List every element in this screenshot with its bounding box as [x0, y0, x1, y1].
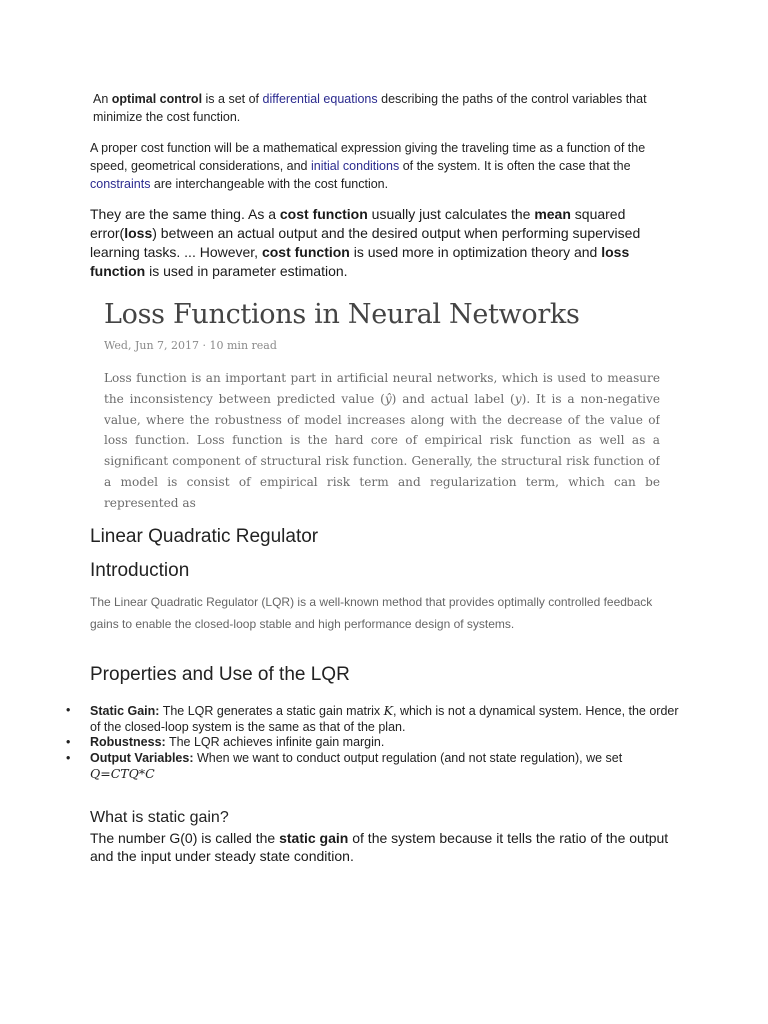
introduction-text: The Linear Quadratic Regulator (LQR) is a well-known method that provides optimally controlled feedback gains to enable the closed-loop stable and high performance design of systems. [90, 595, 653, 631]
list-item: • Output Variables: When we want to conduct output regulation (and not state regulation), we set Q=CTQ*C [66, 750, 623, 781]
bullet: • [66, 750, 71, 765]
optimal-control-term: optimal control [111, 92, 203, 106]
list-item: • Static Gain: The LQR generates a static gain matrix K, which is not a dynamical system. Hence, the order of the closed-loop system is the same as that of the plan. [66, 703, 679, 734]
differential-equations-link[interactable]: differential equations [262, 92, 378, 106]
static-gain-heading: What is static gain? [90, 808, 229, 826]
gain-matrix-symbol: K [383, 703, 393, 718]
optimal-control-paragraph: An optimal control is a set of differential equations describing the paths of the control variables that minimize the cost function. [93, 92, 647, 124]
properties-list [66, 703, 680, 783]
article-body: Loss function is an important part in artificial neural networks, which is used to measure the inconsistency between predicted value (ŷ) and actual label (y). It is a non-negative value, where the robustness of model increases along with the decrease of the value of loss function. Loss function is the hard core of empirical risk function as well as a significant component of structural risk function. Generally, the structural risk function of a model is consist of empirical risk term and regularization term, which can be represented as [104, 371, 660, 510]
cost-function-paragraph: A proper cost function will be a mathematical expression giving the traveling time as a function of the speed, geometrical considerations, and initial conditions of the system. It is often the case that the constraints are interchangeable with the cost function. [90, 141, 646, 191]
constraints-link[interactable]: constraints [90, 177, 151, 191]
document-page [66, 90, 680, 865]
lqr-heading: Linear Quadratic Regulator [90, 526, 319, 547]
list-item: • Robustness: The LQR achieves infinite gain margin. [66, 735, 385, 749]
article-title: Loss Functions in Neural Networks [104, 299, 580, 330]
introduction-heading: Introduction [90, 560, 190, 581]
article-meta: Wed, Jun 7, 2017 · 10 min read [104, 339, 277, 352]
y-hat-symbol: ŷ [384, 391, 392, 406]
q-equation: Q=CTQ*C [90, 766, 155, 781]
static-gain-text: The number G(0) is called the static gain of the system because it tells the ratio of the output and the input under steady state condition. [90, 829, 669, 864]
properties-heading: Properties and Use of the LQR [90, 664, 350, 685]
cost-vs-loss-paragraph: They are the same thing. As a cost function usually just calculates the mean squared error(loss) between an actual output and the desired output when performing supervised learning tasks. ... However, cost function is used more in optimization theory and loss function is used in parameter estimation. [90, 206, 641, 279]
y-symbol: y [514, 391, 522, 406]
bullet: • [66, 735, 71, 749]
bullet: • [66, 703, 71, 717]
embedded-article-screenshot [104, 295, 660, 513]
initial-conditions-link[interactable]: initial conditions [310, 159, 400, 173]
